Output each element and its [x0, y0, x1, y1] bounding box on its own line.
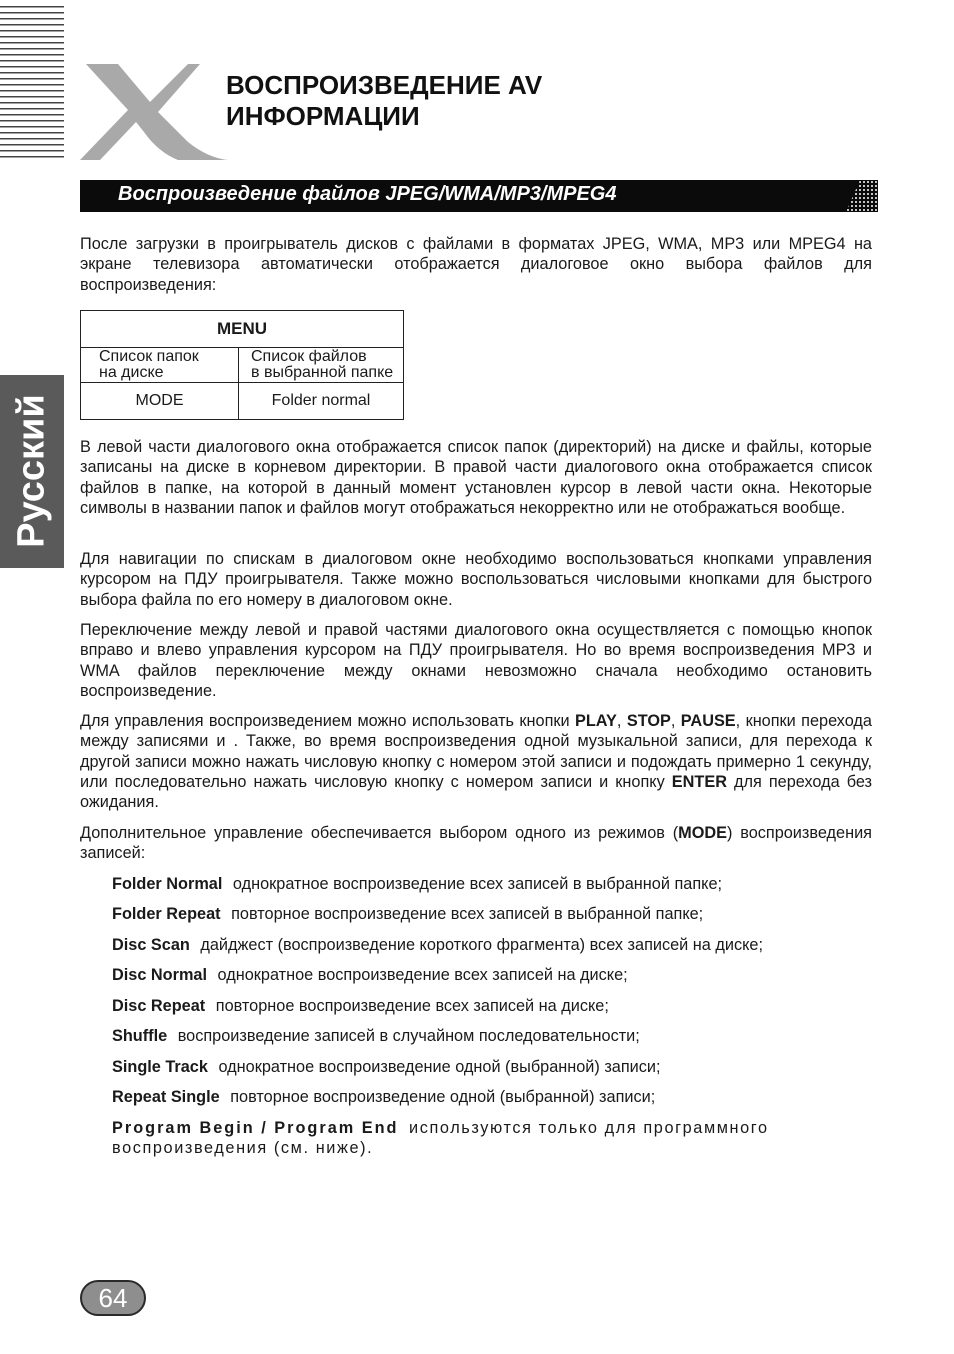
mode-name: Disc Normal — [112, 966, 208, 984]
mode-name: Repeat Single — [112, 1088, 220, 1106]
text-fragment: Дополнительное управление обеспечивается выбором одного из режимов ( — [80, 824, 679, 842]
text-fragment: , — [670, 712, 681, 730]
menu-col-folders-line2: на диске — [99, 364, 164, 381]
menu-col-files-line2: в выбранной папке — [251, 364, 394, 381]
text-fragment: Для управления воспроизведением можно использовать кнопки — [80, 712, 575, 730]
mode-description: однократное воспроизведение всех записей на диске; — [217, 966, 628, 984]
text-fragment: для перехода без ожидания. — [80, 772, 872, 812]
mode-name: Program Begin / Program End — [112, 1119, 399, 1137]
menu-table-header: MENU — [81, 311, 404, 348]
mode-name: Disc Scan — [112, 936, 190, 954]
menu-col-folders — [81, 348, 239, 383]
mode-description: однократное воспроизведение одной (выбранной) записи; — [218, 1058, 661, 1076]
language-label: Русский — [10, 394, 53, 548]
paragraph-navigation: Для навигации по спискам в диалоговом окне необходимо воспользоваться кнопками управления курсором на ПДУ проигрывателя. Также можно воспользоваться числовыми кнопками для быстрого выбора файла по его номеру в диалоговом окне. — [80, 550, 872, 609]
title-line-2: ИНФОРМАЦИИ — [226, 101, 420, 131]
enter-key-label: ENTER — [671, 772, 727, 791]
menu-col-files-line1: Список файлов — [251, 348, 367, 365]
menu-mode-cell: MODE — [81, 383, 239, 420]
mode-item-disc-scan — [112, 935, 872, 955]
intro-paragraph: После загрузки в проигрыватель дисков с файлами в форматах JPEG, WMA, MP3 или MPEG4 на экране телевизора автоматически отображается диалоговое окно выбора файлов для воспроизведения: — [80, 235, 872, 294]
decorative-stripes — [0, 6, 64, 162]
halftone-dots-decoration — [838, 180, 878, 212]
menu-col-folders-line1: Список папок — [99, 348, 199, 365]
mode-description: дайджест (воспроизведение короткого фрагмента) всех записей на диске; — [200, 936, 763, 954]
pause-key-label: PAUSE — [680, 712, 736, 730]
mode-item-folder-repeat — [112, 904, 872, 924]
text-fragment: , — [616, 712, 627, 730]
mode-key-label: MODE — [678, 824, 727, 842]
paragraph-dialog-layout: В левой части диалогового окна отображается список папок (директорий) на диске и файлы, которые записаны на диске в корневом директории. В правой части диалогового окна отображается список файлов в папке, на которой в данный момент установлен курсор в левой части окна. Некоторые символы в названии папок и файлов могут отображаться некорректно или не отображаться вообще. — [80, 438, 872, 517]
title-line-1: ВОСПРОИЗВЕДЕНИЕ AV — [226, 70, 543, 100]
section-header-bar — [80, 180, 878, 212]
text-fragment: , кнопки перехода между записями и . Также, во время воспроизведения одной музыкальной записи, для перехода к другой записи можно нажать числовую кнопку с номером этой записи и подождать примерно 1 секунду, или последовательно нажать числовую кнопку с номером записи и кнопку — [80, 712, 872, 791]
paragraph-switching: Переключение между левой и правой частями диалогового окна осуществляется с помощью кнопок вправо и влево управления курсором на ПДУ проигрывателя. Но во время воспроизведения MP3 и WMA файлов переключение между окнами невозможно сначала необходимо остановить воспроизведение. — [80, 621, 872, 700]
mode-description: однократное воспроизведение всех записей в выбранной папке; — [232, 875, 723, 893]
page-number-badge: 64 — [80, 1280, 146, 1316]
mode-item-folder-normal — [112, 874, 872, 894]
play-key-label: PLAY — [574, 712, 617, 730]
stop-key-label: STOP — [626, 712, 671, 730]
mode-item-program — [112, 1118, 872, 1159]
page-title — [226, 70, 542, 132]
paragraph-modes-intro — [80, 823, 872, 864]
brand-x-logo — [78, 62, 228, 162]
mode-name: Folder Normal — [112, 875, 223, 893]
mode-item-shuffle — [112, 1026, 872, 1046]
mode-name: Shuffle — [112, 1027, 168, 1045]
text-fragment: ) воспроизведения записей: — [80, 824, 872, 863]
mode-item-disc-normal — [112, 965, 872, 985]
section-title: Воспроизведение файлов JPEG/WMA/MP3/MPEG4 — [118, 183, 617, 205]
mode-item-disc-repeat — [112, 996, 872, 1016]
mode-name: Single Track — [112, 1058, 208, 1076]
paragraph-playback-controls — [80, 711, 872, 812]
mode-description: повторное воспроизведение одной (выбранной) записи; — [230, 1088, 656, 1106]
menu-table — [80, 310, 404, 420]
mode-description: повторное воспроизведение всех записей на диске; — [215, 997, 609, 1015]
language-side-tab — [0, 375, 64, 568]
mode-description: используются только для программного воспроизведения (см. ниже). — [112, 1119, 769, 1158]
mode-name: Folder Repeat — [112, 905, 221, 923]
mode-name: Disc Repeat — [112, 997, 206, 1015]
mode-item-repeat-single — [112, 1087, 872, 1107]
menu-folder-mode-cell: Folder normal — [239, 383, 404, 420]
mode-description: воспроизведение записей в случайном последовательности; — [177, 1027, 640, 1045]
menu-col-files — [239, 348, 404, 383]
mode-item-single-track — [112, 1057, 872, 1077]
mode-description: повторное воспроизведение всех записей в выбранной папке; — [231, 905, 704, 923]
